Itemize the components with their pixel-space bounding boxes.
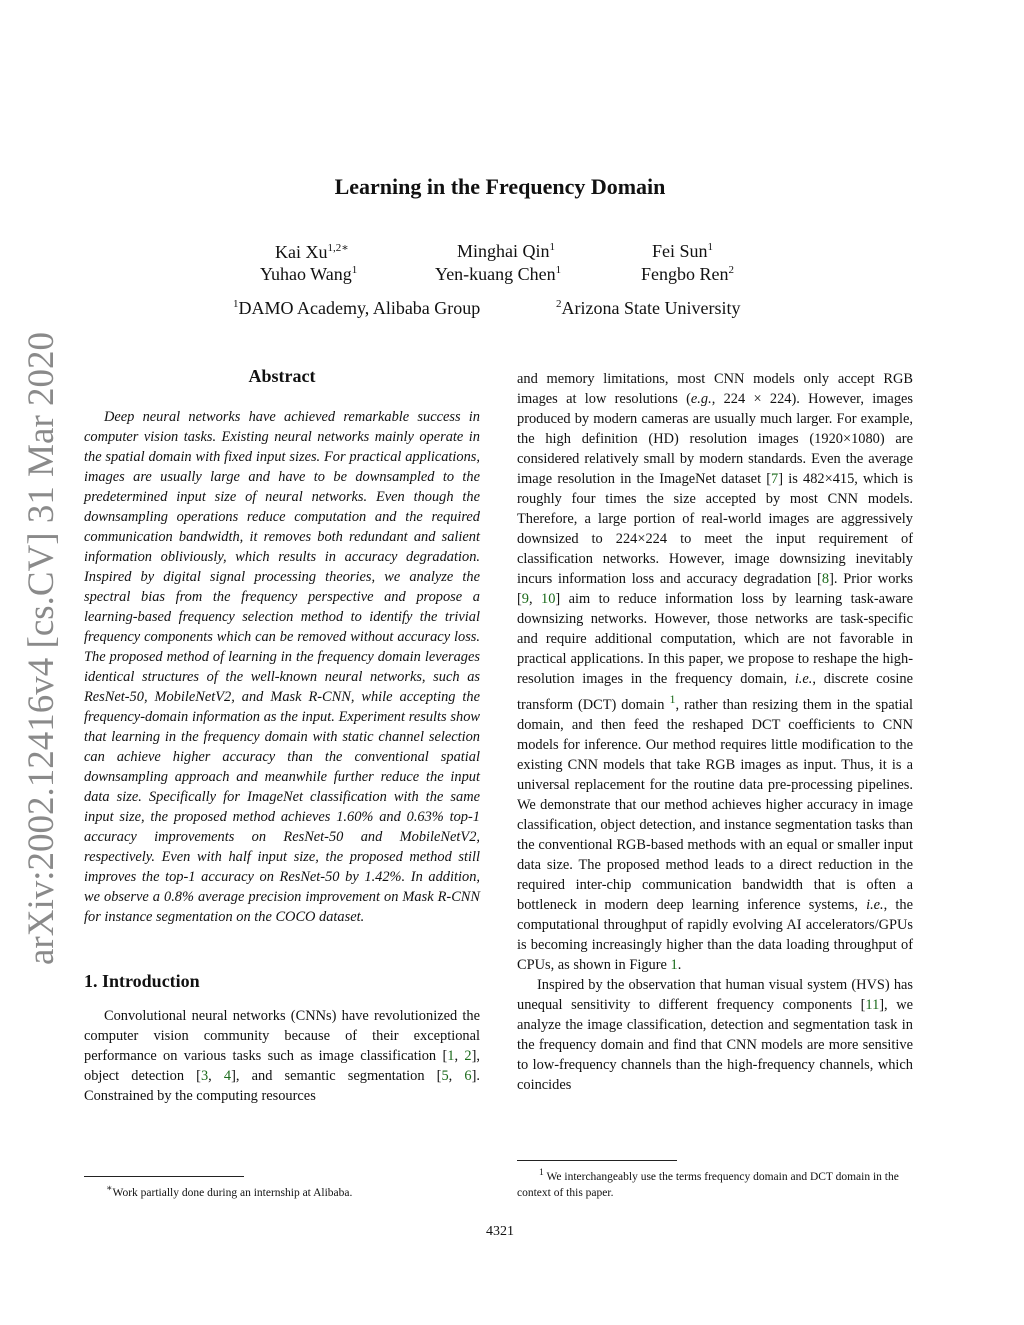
affiliation-damo: $^1$DAMO Academy, Alibaba Group	[233, 298, 481, 318]
footnote-internship: ∗Work partially done during an internship at Alibaba.	[106, 1183, 353, 1199]
intro-paragraph-2: and memory limitations, most CNN models only accept RGB images at low resolutions (e.g., 224 × 224). However, images produced by modern cameras are usually much larger. For example, the high definition (HD) resolution images (1920×1080) are considered relatively small by modern standards. Even the average image resolution in the ImageNet dataset [7] is 482×415, which is roughly four times the size accepted by most CNN models. Therefore, a large portion of real-world images are aggressively downsized to 224×224 to meet the input requirement of classification networks. However, image downsizing inevitably incurs information loss and accuracy degradation [8]. Prior works [9, 10] aim to reduce information loss by learning task-aware downsizing networks. However, those networks are task-specific and require additional computation, which are not favorable in practical applications. In this paper, we propose to reshape the high-resolution images in the frequency domain, i.e., discrete cosine transform (DCT) domain $^1$, rather than resizing them in the spatial domain, and then feed the reshaped DCT coefficients to CNN models for inference. Our method requires little modification to the existing CNN models that take RGB images as input. Thus, it is a universal replacement for the routine data pre-processing pipelines. We demonstrate that our method achieves higher accuracy in image classification, object detection, and instance segmentation tasks than the conventional RGB-based methods with an equal or smaller input data size. The proposed method leads to a direct reduction in the required inter-chip communication bandwidth that is often a bottleneck in modern deep learning inference systems, i.e., the computational throughput of rapidly evolving AI accelerators/GPUs is becoming increasingly higher than the data loading throughput of CPUs, as shown in Figure 1.	[517, 371, 914, 973]
arxiv-watermark	[14, 331, 70, 965]
left-column	[84, 366, 480, 1106]
right-footnote	[517, 1150, 913, 1201]
citation-link[interactable]: 1	[447, 1048, 455, 1064]
citation-link[interactable]: 8	[821, 571, 830, 587]
author-kai-xu: Kai $Xu^{1,2∗}$	[275, 242, 349, 262]
arxiv-identifier: arXiv:2002.12416v4 [cs.CV] 31 Mar 2020	[21, 331, 63, 965]
right-column	[517, 369, 913, 1095]
figure-link[interactable]: 1	[670, 956, 678, 973]
intro-paragraph-3: Inspired by the observation that human visual system (HVS) has unequal sensitivity to different frequency components [11], we analyze the image classification, detection and segmentation task in the frequency domain and find that CNN models are more sensitive to low-frequency channels than the high-frequency channels, which coincides	[517, 976, 913, 1093]
citation-link[interactable]: 2	[464, 1048, 472, 1064]
abstract-text: Deep neural networks have achieved remarkable success in computer vision tasks. Existing neural networks mainly operate in the spatial domain with fixed input sizes. For practical applications, images are usually large and have to be downsampled to the predetermined input size of neural networks. Even though the downsampling operations reduce computation and the required communication bandwidth, it removes both redundant and salient information obliviously, which results in accuracy degradation. Inspired by digital signal processing theories, we analyze the spectral bias from the frequency perspective and propose a learning-based frequency selection method to identify the trivial frequency components which can be removed without accuracy loss. The proposed method of learning in the frequency domain leverages identical structures of the well-known neural networks, such as ResNet-50, MobileNetV2, and Mask R-CNN, while accepting the frequency-domain information as the input. Experiment results show that learning in the frequency domain with static channel selection can achieve higher accuracy than the conventional spatial downsampling approach and meanwhile further reduce the input data size. Specifically for ImageNet classification with the same input size, the proposed method achieves 1.60% and 0.63% top-1 accuracy improvements on ResNet-50 and MobileNetV2, respectively. Even with half input size, the proposed method still improves the top-1 accuracy on ResNet-50 by 1.42%. In addition, we observe a 0.8% average precision improvement on Mask R-CNN for instance segmentation on the COCO dataset.	[84, 409, 480, 925]
citation-link[interactable]: 7	[771, 471, 779, 487]
citation-link[interactable]: 10	[541, 591, 556, 607]
citation-link[interactable]: 9	[521, 591, 529, 607]
page-number: 4321	[486, 1224, 514, 1239]
citation-link[interactable]: 11	[865, 996, 880, 1013]
author-yen-kuang-chen: Yen-kuang Chen$^1$	[435, 264, 562, 284]
footnote-rule	[517, 1160, 677, 1161]
citation-link[interactable]: 5	[441, 1068, 449, 1084]
paper-title: Learning in the Frequency Domain	[334, 174, 666, 199]
footnote-dct: $^1$ We interchangeably use the terms frequency domain and DCT domain in the context of this paper.	[517, 1167, 899, 1199]
intro-paragraph-1: Convolutional neural networks (CNNs) have revolutionized the computer vision community because of their exceptional performance on various tasks such as image classification [1, 2], object detection [3, 4], and semantic segmentation [5, 6]. Constrained by the computing resources	[84, 1008, 481, 1104]
citation-link[interactable]: 4	[223, 1068, 232, 1084]
footnote-link[interactable]: 1	[669, 692, 676, 706]
affiliation-asu: $^2$Arizona State University	[556, 298, 741, 318]
footnote-rule	[84, 1176, 244, 1177]
section-heading-introduction: 1. Introduction	[84, 971, 200, 991]
author-fei-sun: Fei Sun$^1$	[652, 241, 714, 261]
abstract-heading: Abstract	[248, 366, 316, 386]
left-footnote	[84, 1166, 480, 1201]
author-fengbo-ren: Fengbo Ren$^2$	[641, 264, 734, 284]
citation-link[interactable]: 6	[464, 1068, 472, 1084]
author-minghai-qin: Minghai Qin$^1$	[457, 241, 555, 261]
author-yuhao-wang: Yuhao Wang$^1$	[260, 264, 358, 284]
citation-link[interactable]: 3	[200, 1068, 209, 1084]
